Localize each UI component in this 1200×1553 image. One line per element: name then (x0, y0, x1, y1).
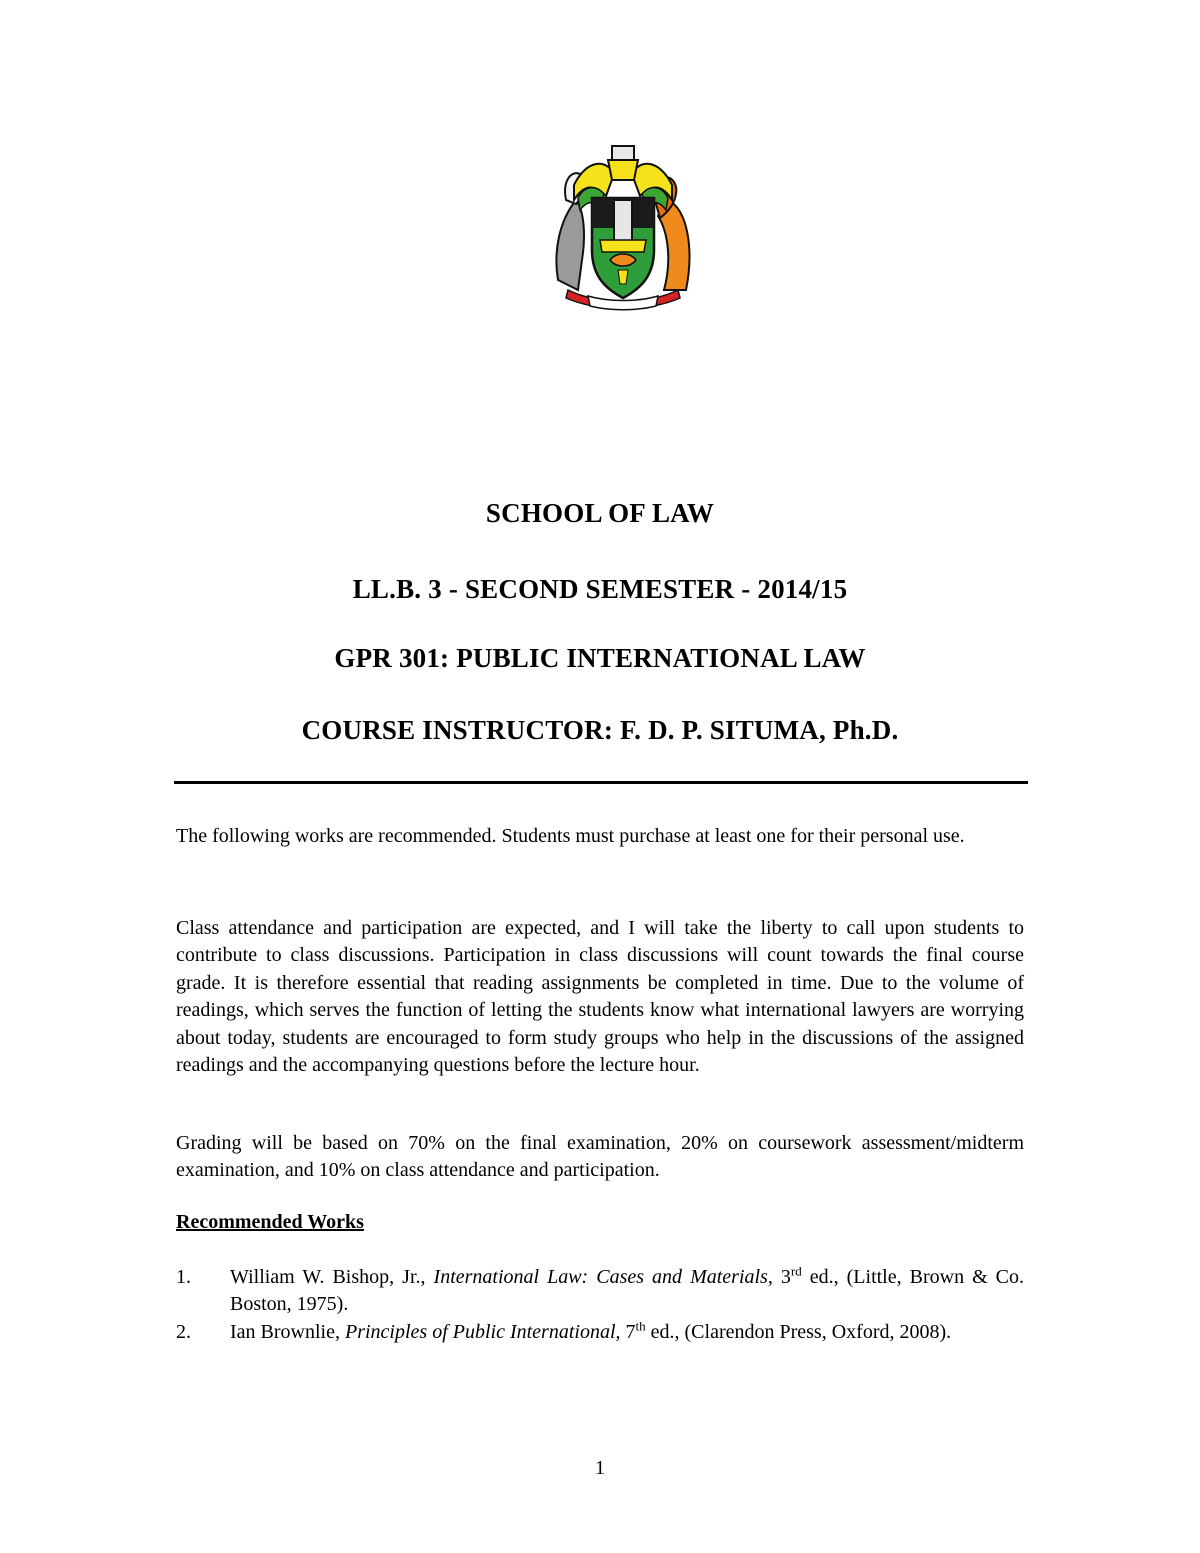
course-heading: GPR 301: PUBLIC INTERNATIONAL LAW (334, 643, 866, 673)
instructor-heading: COURSE INSTRUCTOR: F. D. P. SITUMA, Ph.D. (301, 715, 899, 745)
attendance-paragraph: Class attendance and participation are expected, and I will take the liberty to call upon students to contribute to class discussions. Participation in class discussions will count towards the final course grade. It is therefore essential that reading assignments be completed in time. Due to the volume of readings, which serves the function of letting the students know what international lawyers are worrying about today, students are encouraged to form study groups who help in the discussions of the assigned readings and the accompanying questions before the lecture hour. (176, 917, 1024, 1077)
university-crest-logo (548, 140, 698, 315)
list-item (176, 1319, 1024, 1346)
page-number: 1 (595, 1457, 605, 1479)
reference-publisher: ed., (Clarendon Press, Oxford, 2008). (645, 1320, 952, 1343)
list-item-number: 2. (176, 1320, 191, 1343)
reference-publisher: ed., (Little, Brown & Co. Boston, 1975). (230, 1266, 1025, 1316)
reference-edition-suffix: rd (790, 1263, 802, 1279)
reference-author: Ian Brownlie, (230, 1320, 345, 1343)
list-item (176, 1264, 1024, 1319)
grading-paragraph: Grading will be based on 70% on the final examination, 20% on coursework assessment/midterm examination, and 10% on class attendance and participation. (176, 1132, 1024, 1182)
reference-edition: 7 (620, 1320, 636, 1343)
reference-title: International Law: Cases and Materials (433, 1266, 768, 1288)
recommended-works-list (176, 1264, 1024, 1346)
reference-title: Principles of Public International, (344, 1320, 621, 1343)
semester-heading: LL.B. 3 - SECOND SEMESTER - 2014/15 (352, 574, 848, 604)
list-item-number: 1. (176, 1266, 191, 1288)
horizontal-divider (174, 781, 1028, 784)
recommendation-paragraph: The following works are recommended. Students must purchase at least one for their personal use. (176, 825, 965, 847)
recommended-works-title: Recommended Works (176, 1211, 364, 1233)
reference-edition-suffix: th (635, 1318, 646, 1334)
reference-edition: , 3 (767, 1266, 791, 1288)
reference-author: William W. Bishop, Jr., (230, 1266, 434, 1288)
school-heading: SCHOOL OF LAW (485, 498, 715, 528)
